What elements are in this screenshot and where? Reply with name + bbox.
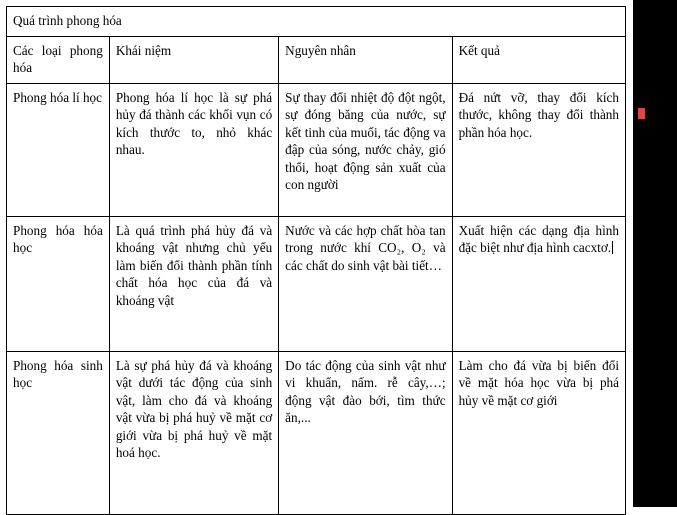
- gutter-marker: [638, 108, 645, 119]
- row-chemical-cause: Nước và các hợp chất hòa tan trong nước khí CO₂, O₂ và các chất do sinh vật bài tiết…: [279, 216, 452, 351]
- row-biological-type: Phong hóa sinh học: [7, 351, 110, 514]
- text-cursor: [612, 241, 613, 254]
- column-header-result: Kết quả: [452, 36, 625, 83]
- row-chemical-result-text: Xuất hiện các dạng địa hình đặc biệt như địa hình cacxtơ.: [458, 222, 619, 256]
- row-physical-type: Phong hóa lí học: [7, 83, 110, 216]
- row-chemical-concept: Là quá trình phá hủy đá và khoáng vật nhưng chủ yếu làm biến đổi thành phần tính chất hóa học của đá và khoáng vật: [109, 216, 278, 351]
- column-header-cause: Nguyên nhân: [279, 36, 452, 83]
- table-row: [7, 216, 626, 351]
- row-physical-cause: Sự thay đổi nhiệt độ đột ngột, sự đóng băng của nước, sự kết tinh của muối, tác động va đập của sóng, nước chảy, gió thổi, hoạt động sản xuất của con người: [279, 83, 452, 216]
- row-chemical-result: [452, 216, 625, 351]
- row-physical-concept: Phong hóa lí học là sự phá hủy đá thành các khối vụn có kích thước to, nhỏ khác nhau.: [109, 83, 278, 216]
- weathering-process-table: [6, 6, 626, 515]
- column-header-type: Các loại phong hóa: [7, 36, 110, 83]
- row-biological-concept: Là sự phá hủy đá và khoáng vật dưới tác động của sinh vật, làm cho đá và khoáng vật vừa bị phá huỷ về mặt cơ giới vừa bị phá huỷ về mặt hoá học.: [109, 351, 278, 514]
- row-biological-cause: Do tác động của sinh vật như vi khuẩn, nấm. rễ cây,…; động vật đào bới, tìm thức ăn,...: [279, 351, 452, 514]
- table-title: Quá trình phong hóa: [7, 7, 626, 37]
- table-header-row: [7, 36, 626, 83]
- row-biological-result: Làm cho đá vừa bị biến đổi về mặt hóa học vừa bị phá hủy về mặt cơ giới: [452, 351, 625, 514]
- right-gutter: [633, 0, 677, 507]
- column-header-concept: Khái niệm: [109, 36, 278, 83]
- row-physical-result: Đá nứt vỡ, thay đổi kích thước, không thay đổi thành phần hóa học.: [452, 83, 625, 216]
- table-title-row: [7, 7, 626, 37]
- table-row: [7, 351, 626, 514]
- row-chemical-type: Phong hóa hóa học: [7, 216, 110, 351]
- table-row: [7, 83, 626, 216]
